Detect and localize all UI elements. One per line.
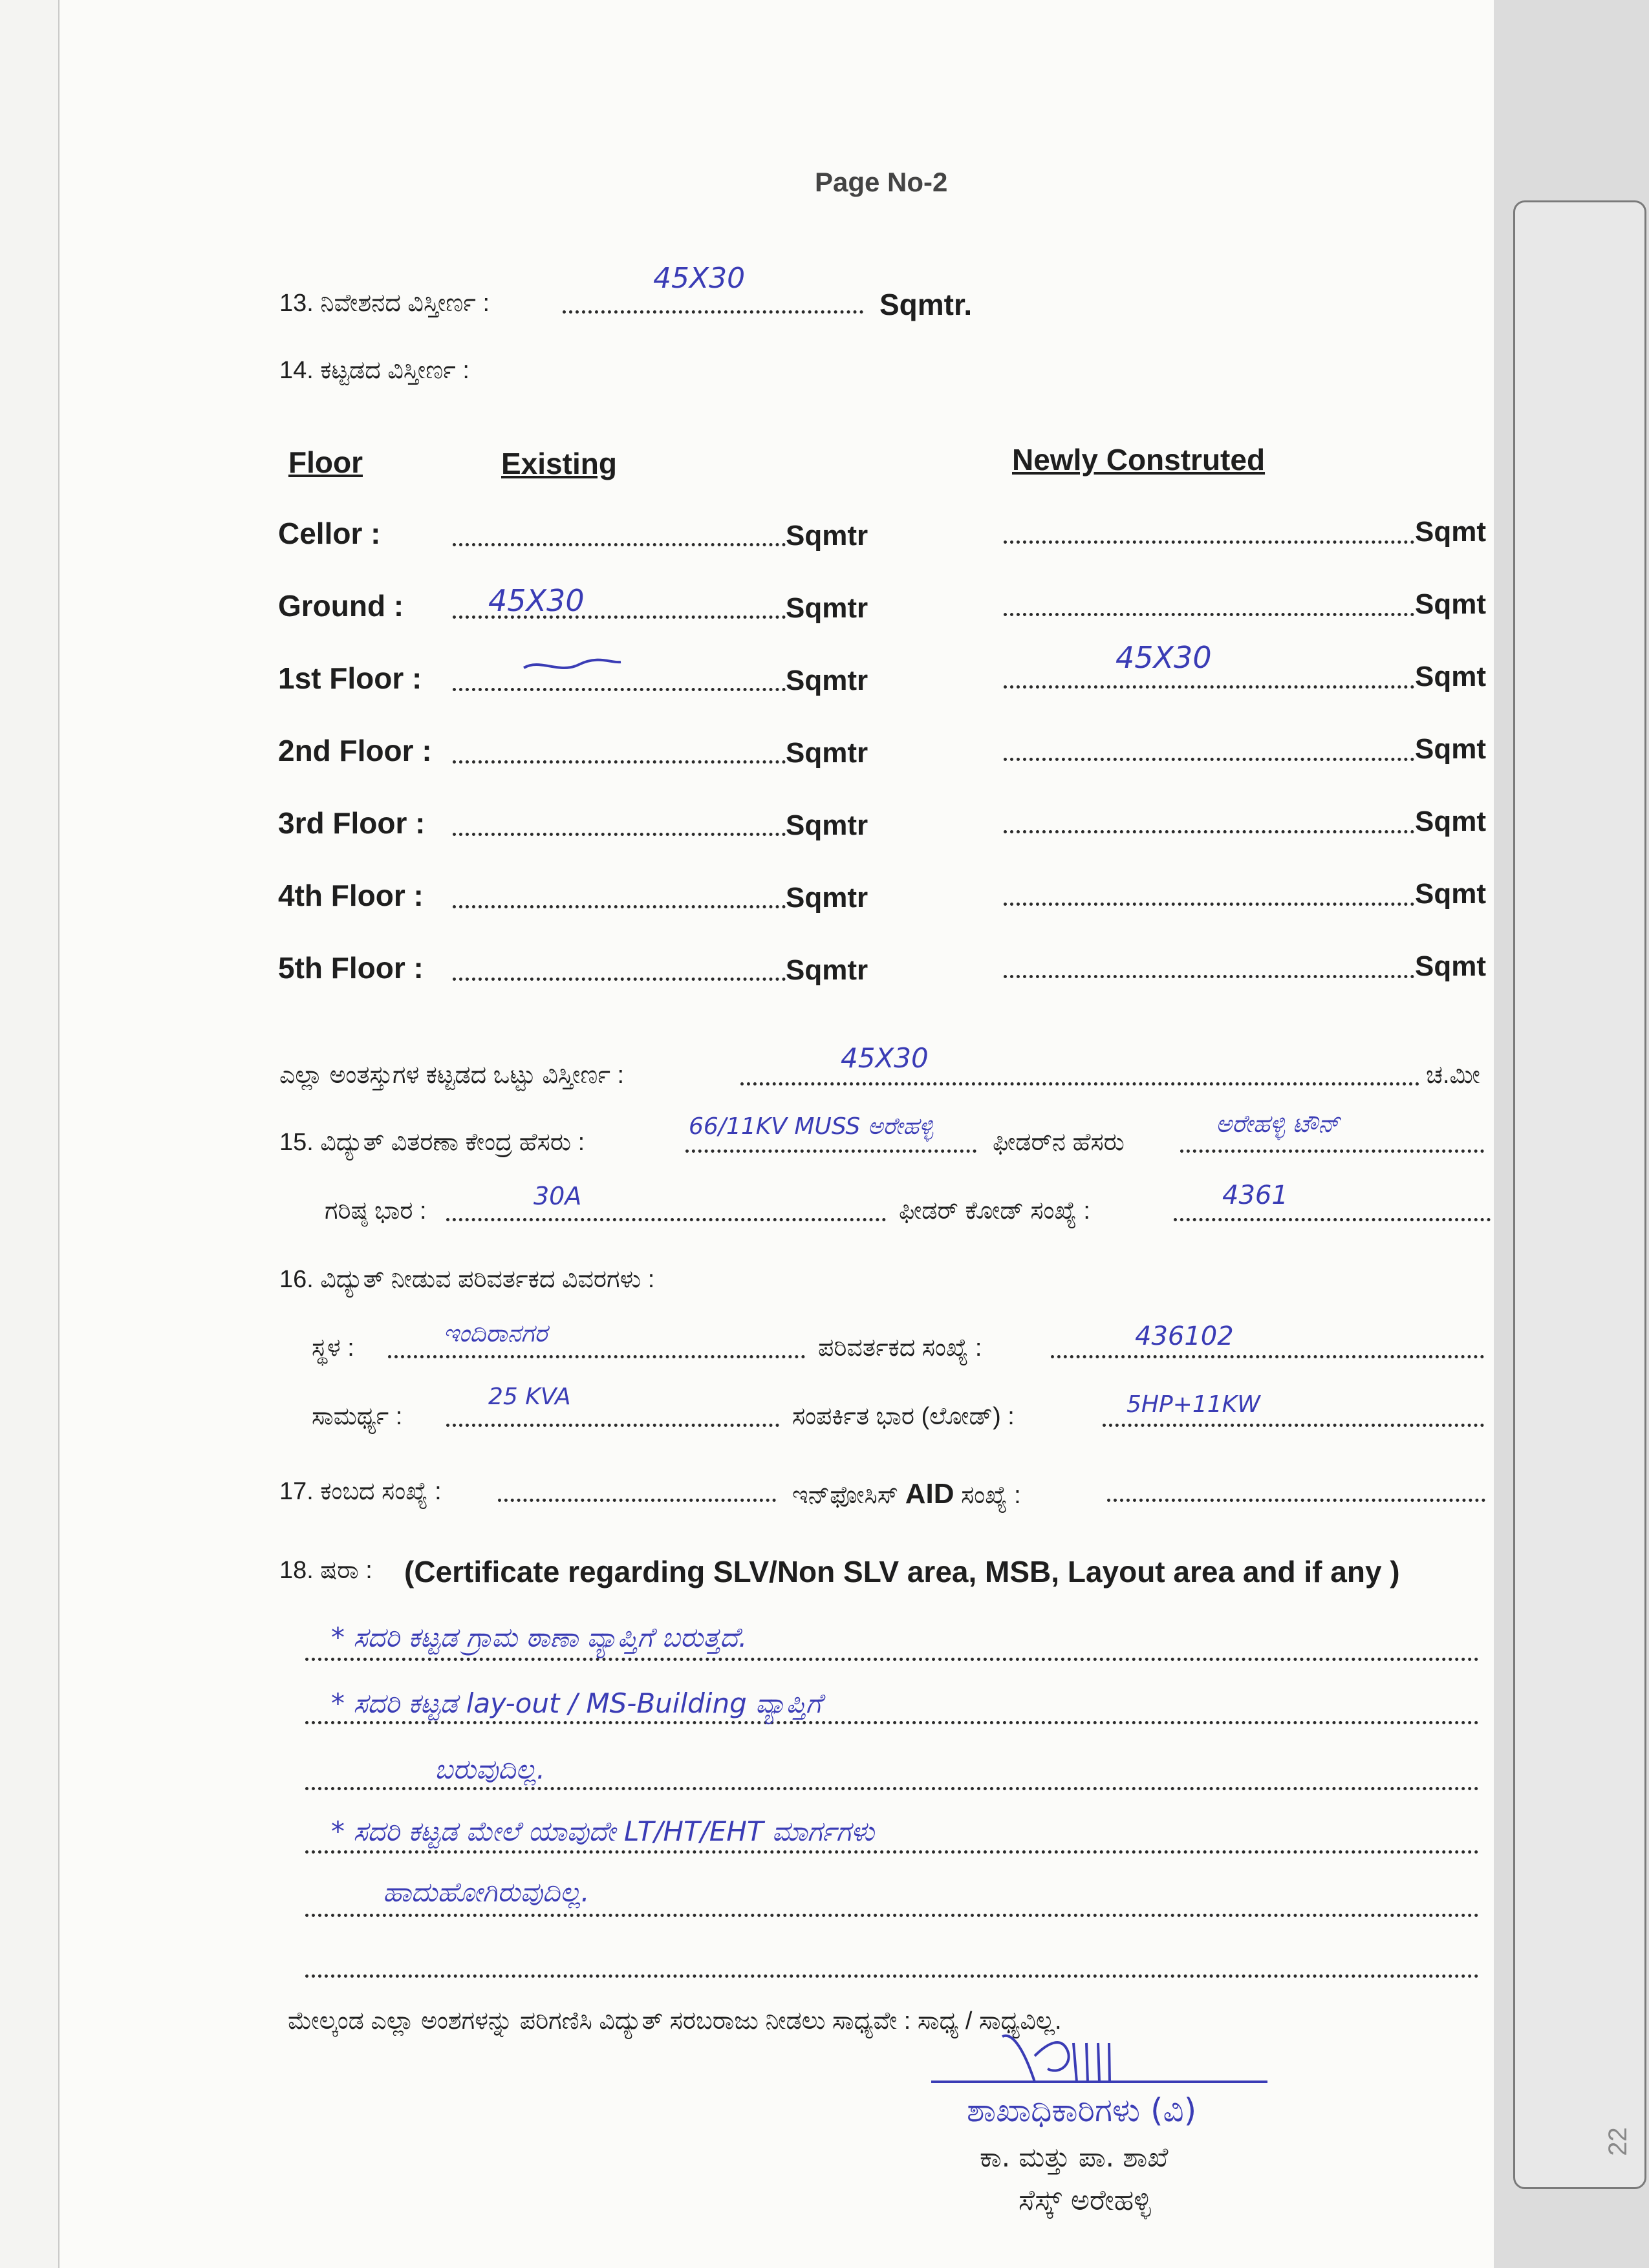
load-line — [446, 1218, 886, 1221]
aid-label-suffix: ಸಂಖ್ಯೆ : — [961, 1482, 1021, 1509]
feeder-code-line — [1174, 1218, 1491, 1221]
new-line — [1004, 685, 1414, 689]
existing-unit: Sqmtr — [786, 882, 868, 914]
existing-line — [453, 978, 786, 981]
remarks-line — [305, 1787, 1479, 1790]
row-label-cellor: Cellor : — [278, 517, 381, 550]
aid-label-en: AID — [905, 1478, 954, 1510]
existing-unit: Sqmtr — [786, 737, 868, 769]
new-unit: Sqmt — [1415, 516, 1486, 548]
new-line — [1004, 830, 1414, 833]
row-label-5th-floor: 5th Floor : — [278, 951, 424, 985]
new-line — [1004, 975, 1414, 978]
station-line — [685, 1150, 976, 1153]
existing-unit: Sqmtr — [786, 592, 868, 624]
new-line — [1004, 540, 1414, 544]
remarks-line — [305, 1850, 1479, 1854]
stamp-line-3: ಸೆಸ್ಕ್ ಅರೇಹಳ್ಳಿ — [1018, 2184, 1151, 2217]
existing-unit: Sqmtr — [786, 954, 868, 986]
item13-line — [563, 310, 863, 314]
load-label: ಗರಿಷ್ಠ ಭಾರ : — [325, 1197, 427, 1225]
place-value: ಇಂದಿರಾನಗರ — [443, 1319, 548, 1347]
existing-line — [453, 543, 786, 546]
existing-line — [453, 760, 786, 764]
capacity-value: 25 KVA — [488, 1384, 571, 1410]
place-label: ಸ್ಥಳ : — [312, 1334, 354, 1362]
existing-header: Existing — [501, 447, 617, 480]
load-value: 30A — [534, 1182, 582, 1210]
feeder-label: ಫೀಡರ್‌ನ ಹೆಸರು — [993, 1129, 1125, 1156]
new-line — [1004, 903, 1414, 906]
item16-label: 16. ವಿದ್ಯುತ್ ನೀಡುವ ಪರಿವರ್ತಕದ ವಿವರಗಳು : — [279, 1266, 655, 1293]
existing-line — [453, 905, 786, 908]
signature — [989, 2024, 1132, 2095]
newly-constructed-header: Newly Construted — [1012, 443, 1266, 476]
new-unit: Sqmt — [1415, 950, 1486, 982]
adjacent-page-edge — [1494, 0, 1649, 2268]
row-label-2nd-floor: 2nd Floor : — [278, 734, 432, 767]
tc-value: 436102 — [1135, 1321, 1234, 1351]
ground-existing-value: 45X30 — [488, 583, 585, 618]
feeder-value: ಅರೇಹಳ್ಳಿ ಟೌನ್ — [1216, 1109, 1340, 1138]
pole-line — [498, 1499, 776, 1502]
existing-line — [453, 688, 786, 691]
tc-label: ಪರಿವರ್ತಕದ ಸಂಖ್ಯೆ : — [818, 1334, 982, 1362]
existing-line — [453, 833, 786, 836]
remark-5: ಹಾದುಹೋಗಿರುವುದಿಲ್ಲ. — [383, 1876, 590, 1908]
total-label: ಎಲ್ಲಾ ಅಂತಸ್ತುಗಳ ಕಟ್ಟಡದ ಒಟ್ಟು ವಿಸ್ತೀರ್ಣ : — [279, 1062, 625, 1089]
remark-3: ಬರುವುದಿಲ್ಲ. — [435, 1753, 545, 1785]
total-unit: ಚ.ಮೀ — [1426, 1062, 1480, 1089]
new-unit: Sqmt — [1415, 878, 1486, 910]
item13-label: 13. ನಿವೇಶನದ ವಿಸ್ತೀರ್ಣ : — [279, 290, 490, 317]
remarks-line — [305, 1658, 1479, 1661]
place-line — [388, 1355, 805, 1358]
conclusion: ಮೇಲ್ಕಂಡ ಎಲ್ಲಾ ಅಂಶಗಳನ್ನು ಪರಿಗಣಿಸಿ ವಿದ್ಯುತ್ ಸರಬರಾಜು ನೀಡಲು ಸಾಧ್ಯವೇ : ಸಾಧ್ಯ / ಸಾಧ್ಯವಿಲ್ಲ. — [288, 2007, 1062, 2035]
new-line — [1004, 758, 1414, 761]
feeder-code-label: ಫೀಡರ್ ಕೋಡ್ ಸಂಖ್ಯೆ : — [899, 1197, 1090, 1225]
tc-line — [1051, 1355, 1484, 1358]
remarks-line — [305, 1974, 1479, 1978]
stamp-line-2: ಕಾ. ಮತ್ತು ಪಾ. ಶಾಖೆ — [980, 2141, 1169, 2173]
item14-label: 14. ಕಟ್ಟಡದ ವಿಸ್ತೀರ್ಣ : — [279, 357, 469, 384]
item13-unit: Sqmtr. — [879, 288, 973, 321]
existing-unit: Sqmtr — [786, 665, 868, 696]
new-unit: Sqmt — [1415, 733, 1486, 765]
total-line — [740, 1082, 1419, 1086]
existing-unit: Sqmtr — [786, 520, 868, 551]
floor-header: Floor — [288, 445, 363, 479]
page-number: Page No-2 — [815, 167, 948, 197]
total-value: 45X30 — [841, 1042, 929, 1074]
stamp-rule — [931, 2081, 1267, 2083]
item18-note: (Certificate regarding SLV/Non SLV area, MSB, Layout area and if any ) — [404, 1555, 1400, 1589]
row-label-ground: Ground : — [278, 589, 404, 623]
row-label-1st-floor: 1st Floor : — [278, 661, 422, 695]
row-label-4th-floor: 4th Floor : — [278, 879, 424, 912]
new-unit: Sqmt — [1415, 661, 1486, 692]
1st-floor-new-value: 45X30 — [1116, 640, 1212, 675]
new-unit: Sqmt — [1415, 588, 1486, 620]
remarks-line — [305, 1721, 1479, 1724]
strike-mark — [521, 652, 624, 678]
new-line — [1004, 613, 1414, 616]
pole-label: 17. ಕಂಬದ ಸಂಖ್ಯೆ : — [279, 1478, 442, 1505]
margin-mark: 22 — [1603, 2127, 1632, 2156]
connected-load-label: ಸಂಪರ್ಕಿತ ಭಾರ (ಲೋಡ್) : — [792, 1403, 1015, 1430]
aid-line — [1107, 1499, 1485, 1502]
capacity-label: ಸಾಮರ್ಥ್ಯ : — [312, 1403, 403, 1430]
station-value: 66/11KV MUSS ಅರೇಹಳ್ಳಿ — [689, 1113, 934, 1140]
connected-load-line — [1103, 1424, 1484, 1427]
existing-unit: Sqmtr — [786, 809, 868, 841]
remark-1: * ಸದರಿ ಕಟ್ಟಡ ಗ್ರಾಮ ಠಾಣಾ ವ್ಯಾಪ್ತಿಗೆ ಬರುತ್ತದೆ. — [331, 1621, 748, 1653]
capacity-line — [446, 1424, 779, 1427]
feeder-line — [1180, 1150, 1484, 1153]
remark-4: * ಸದರಿ ಕಟ್ಟಡ ಮೇಲೆ ಯಾವುದೇ LT/HT/EHT ಮಾರ್ಗಗಳು — [331, 1815, 875, 1847]
connected-load-value: 5HP+11KW — [1126, 1391, 1260, 1418]
row-label-3rd-floor: 3rd Floor : — [278, 806, 426, 840]
aid-label-kn: ಇನ್‌ಫೋಸಿಸ್ — [792, 1482, 899, 1509]
remarks-line — [305, 1914, 1479, 1917]
item13-value: 45X30 — [653, 262, 746, 295]
feeder-code-value: 4361 — [1222, 1181, 1288, 1210]
stamp-line-1: ಶಾಖಾಧಿಕಾರಿಗಳು (ವಿ) — [967, 2091, 1197, 2129]
remark-2: * ಸದರಿ ಕಟ್ಟಡ lay-out / MS-Building ವ್ಯಾಪ್ತಿಗೆ — [331, 1687, 822, 1719]
aid-label — [792, 1478, 1021, 1510]
item18-label: 18. ಷರಾ : — [279, 1557, 372, 1584]
item15-station-label: 15. ವಿದ್ಯುತ್ ವಿತರಣಾ ಕೇಂದ್ರ ಹೆಸರು : — [279, 1129, 585, 1156]
new-unit: Sqmt — [1415, 806, 1486, 837]
